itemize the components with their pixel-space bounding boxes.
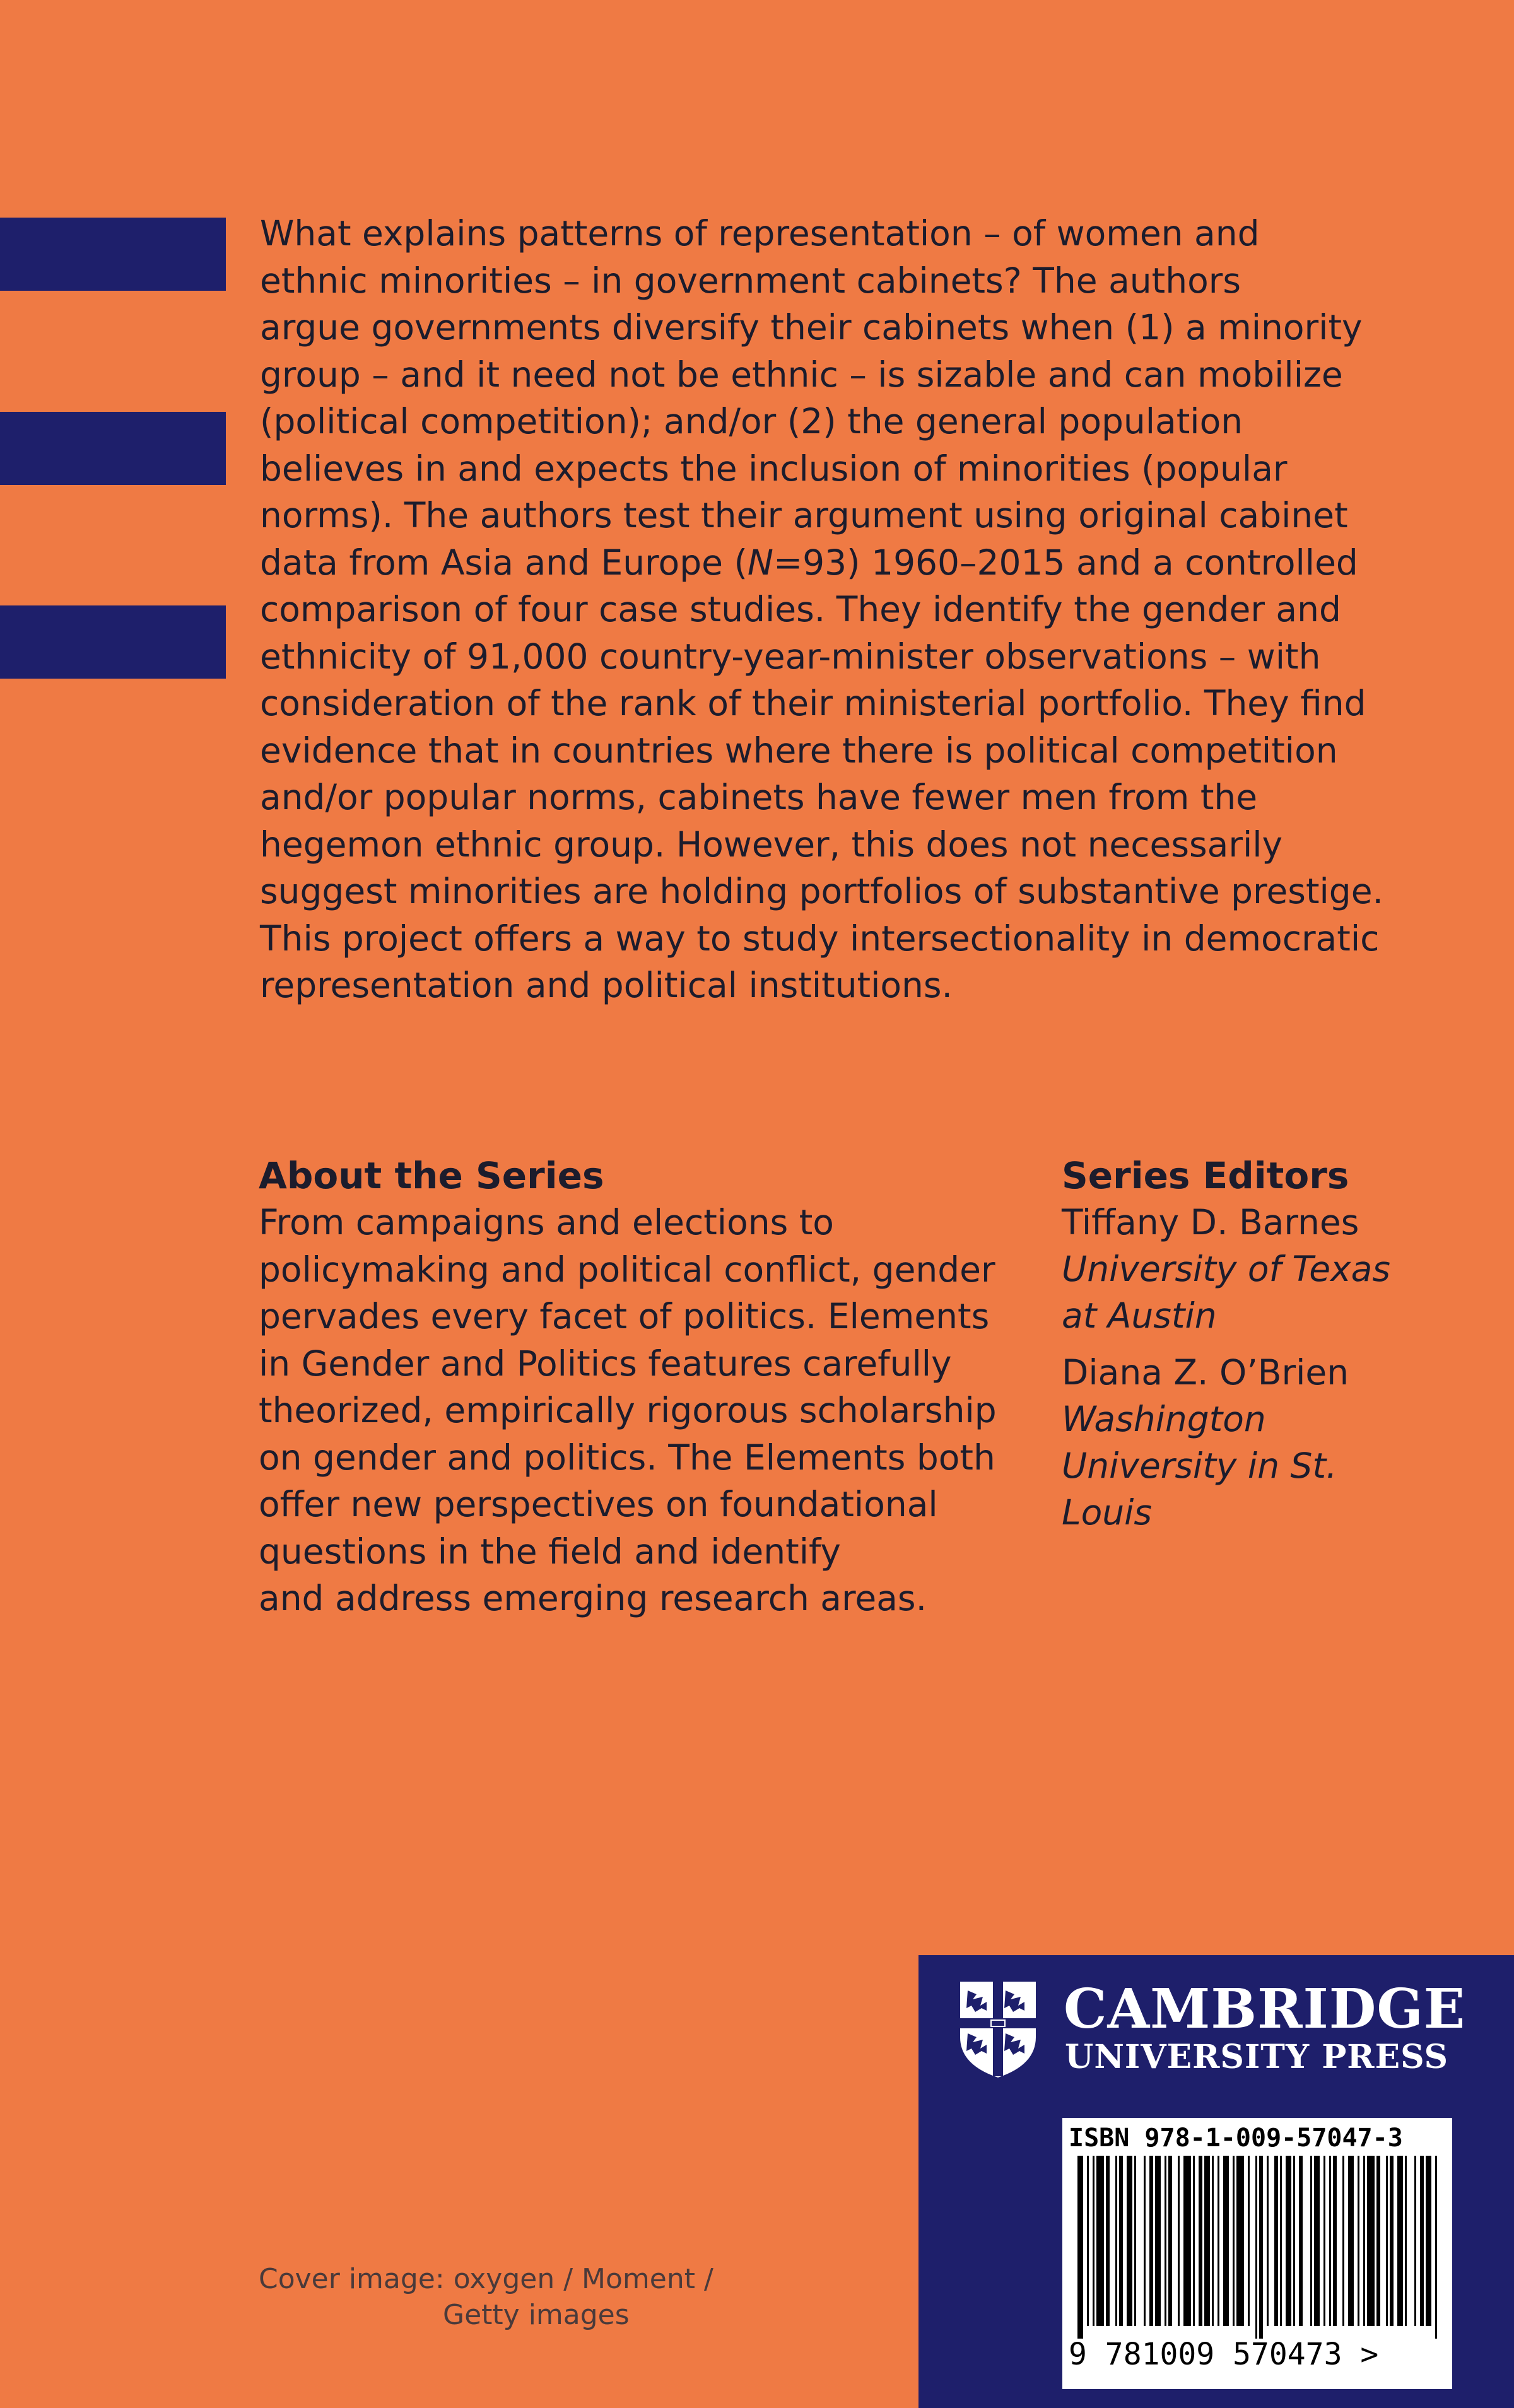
decorative-bar-3 xyxy=(0,605,226,679)
editor-name: Tiffany D. Barnes xyxy=(1062,1202,1359,1242)
barcode-bar xyxy=(1286,2156,1291,2326)
about-the-series xyxy=(259,1152,1053,1622)
barcode-bar xyxy=(1093,2156,1094,2326)
description-part-2: =93) 1960–2015 and a controlled comparison of four case studies. They identify the gender and ethnicity of 91,000 country-year-minister observations – with consideration of the rank of their ministerial portfolio. They find evidence that in countries where there is political competition and/or popular norms, cabinets have fewer men from the hegemon ethnic group. However, this does not necessarily suggest minorities are holding portfolios of substantive prestige. This project offers a way to study intersectionality in democratic representation and political institutions. xyxy=(260,542,1384,1005)
barcode-bar xyxy=(1323,2156,1325,2326)
barcode-bar xyxy=(1329,2156,1331,2326)
barcode-bar xyxy=(1314,2156,1320,2326)
barcode-bar xyxy=(1199,2156,1202,2326)
isbn-label: ISBN 978-1-009-57047-3 xyxy=(1069,2124,1403,2153)
barcode-bars xyxy=(1075,2156,1441,2339)
about-text: From campaigns and elections to policymaking and political conflict, gender pervades every facet of politics. Elements in Gender and Politics features carefully theorized, empirically rigorous scholarship on gender and politics. The Elements both offer new perspectives on foundational questions in the field and identify and address emerging research areas. xyxy=(259,1202,997,1618)
barcode-bar xyxy=(1077,2156,1083,2339)
editors-heading: Series Editors xyxy=(1062,1154,1349,1197)
barcode-bar xyxy=(1397,2156,1403,2326)
barcode-bar xyxy=(1414,2156,1416,2326)
publisher-panel xyxy=(918,1955,1514,2408)
barcode-bar xyxy=(1144,2156,1146,2326)
barcode xyxy=(1062,2118,1452,2389)
barcode-bar xyxy=(1435,2156,1437,2339)
barcode-bar xyxy=(1280,2156,1282,2326)
description-n-symbol: N xyxy=(747,542,774,583)
barcode-bar xyxy=(1358,2156,1359,2326)
editor-affiliation: Washington University in St. Louis xyxy=(1062,1399,1337,1533)
barcode-bar xyxy=(1119,2156,1123,2326)
decorative-bar-2 xyxy=(0,412,226,485)
barcode-bar xyxy=(1420,2156,1424,2326)
barcode-bar xyxy=(1149,2156,1153,2326)
barcode-bar xyxy=(1376,2156,1380,2326)
barcode-bar xyxy=(1342,2156,1344,2326)
barcode-bar xyxy=(1155,2156,1161,2326)
barcode-bar xyxy=(1390,2156,1394,2326)
series-editors xyxy=(1062,1152,1465,1536)
barcode-bar xyxy=(1223,2156,1229,2326)
barcode-bar xyxy=(1310,2156,1312,2326)
barcode-bar xyxy=(1405,2156,1407,2326)
barcode-bar xyxy=(1267,2156,1269,2326)
barcode-digits: 9 781009 570473 > xyxy=(1069,2337,1379,2372)
decorative-bar-1 xyxy=(0,218,226,291)
credit-line-2: Getty images xyxy=(443,2299,630,2331)
barcode-bar xyxy=(1293,2156,1295,2326)
barcode-bar xyxy=(1426,2156,1431,2326)
barcode-bar xyxy=(1193,2156,1195,2326)
editor-affiliation: University of Texas at Austin xyxy=(1062,1249,1390,1336)
barcode-bar xyxy=(1096,2156,1104,2326)
credit-line-1: Cover image: oxygen / Moment / xyxy=(259,2263,713,2295)
publisher-name: CAMBRIDGE xyxy=(1064,1977,1466,2041)
barcode-bar xyxy=(1259,2156,1263,2339)
cover-image-credit xyxy=(259,2261,763,2333)
barcode-bar xyxy=(1183,2156,1191,2326)
book-description xyxy=(260,210,1427,1009)
barcode-bar xyxy=(1115,2156,1117,2326)
barcode-bar xyxy=(1087,2156,1089,2326)
barcode-bar xyxy=(1299,2156,1303,2326)
barcode-bar xyxy=(1236,2156,1244,2326)
barcode-bar xyxy=(1233,2156,1235,2326)
barcode-bar xyxy=(1218,2156,1219,2326)
barcode-bar xyxy=(1134,2156,1136,2326)
barcode-bar xyxy=(1367,2156,1375,2326)
barcode-bar xyxy=(1363,2156,1365,2326)
about-heading: About the Series xyxy=(259,1154,604,1197)
editor-name: Diana Z. O’Brien xyxy=(1062,1352,1349,1393)
description-part-1: What explains patterns of representation – of women and ethnic minorities – in government cabinets? The authors argue governments diversify their cabinets when (1) a minority group – and it need not be ethnic – is sizable and can mobilize (political competition); and/or (2) the general population believes in and expects the inclusion of minorities (popular norms). The authors test their argument using original cabinet data from Asia and Europe ( xyxy=(260,213,1363,583)
cambridge-crest-icon xyxy=(958,1979,1038,2080)
barcode-bar xyxy=(1127,2156,1132,2326)
barcode-bar xyxy=(1333,2156,1337,2326)
barcode-bar xyxy=(1165,2156,1166,2326)
publisher-subname: UNIVERSITY PRESS xyxy=(1065,2038,1449,2076)
barcode-bar xyxy=(1386,2156,1388,2326)
barcode-bar xyxy=(1255,2156,1257,2339)
barcode-bar xyxy=(1248,2156,1250,2326)
barcode-bar xyxy=(1178,2156,1180,2326)
barcode-bar xyxy=(1274,2156,1278,2326)
barcode-bar xyxy=(1106,2156,1110,2326)
barcode-bar xyxy=(1348,2156,1354,2326)
barcode-bar xyxy=(1204,2156,1210,2326)
barcode-bar xyxy=(1168,2156,1172,2326)
barcode-bar xyxy=(1212,2156,1214,2326)
